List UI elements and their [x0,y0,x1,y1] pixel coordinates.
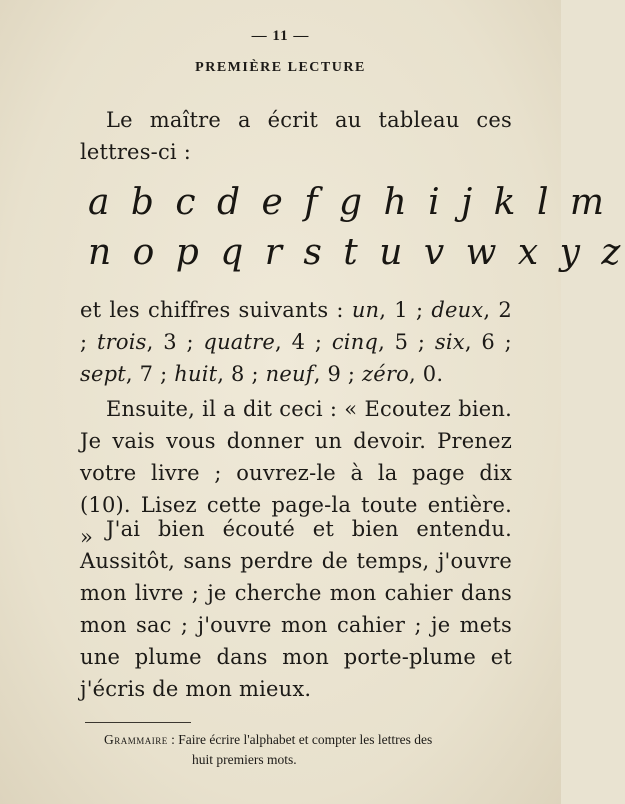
script-alphabet-line-2: n o p q r s t u v w x y z [88,232,625,273]
number-word: deux [431,298,484,322]
intro-paragraph: Le maître a écrit au tableau ces lettres-ci : [80,108,512,164]
script-alphabet-line-1: a b c d e f g h i j k l m [88,182,610,223]
number-digit: 5 [394,330,409,354]
number-digit: 1 [394,298,408,322]
footnote-label: Grammaire [104,732,168,747]
number-word: quatre [203,330,276,354]
footnote-line-1: : Faire écrire l'alphabet et compter les lettres des [167,732,433,747]
number-word: sept [80,362,126,386]
number-word: trois [96,330,147,354]
number-word: cinq [331,330,379,354]
number-word: huit [174,362,218,386]
number-word: neuf [265,362,314,386]
paragraph-jai-bien-ecoute: J'ai bien écouté et bien entendu. Aussitôt, sans perdre de temps, j'ouvre mon livre ; je cherche mon cahier dans mon sac ; j'ouvre mon cahier ; je mets une plume dans mon porte-plume et j'écris de mon mieux. [80,517,512,701]
number-digit: 0. [422,362,444,386]
footnote-line-2: huit premiers mots. [192,752,297,767]
number-digit: 7 [139,362,154,386]
number-digit: 4 [291,330,306,354]
number-digit: 3 [163,330,177,354]
number-word: six [434,330,465,354]
numbers-paragraph: et les chiffres suivants : un, 1 ; deux, 2 ; trois, 3 ; quatre, 4 ; cinq, 5 ; six, 6 ; sept, 7 ; huit, 8 ; neuf, 9 ; zéro, 0. [80,298,512,386]
number-word: zéro [362,362,410,386]
footnote [104,730,514,770]
number-digit: 9 [327,362,342,386]
number-digit: 6 [481,330,495,354]
page-number: — 11 — [251,28,310,44]
running-title: PREMIÈRE LECTURE [195,60,366,75]
number-word: un [351,298,380,322]
number-digit: 2 [498,298,512,322]
number-digit: 8 [231,362,245,386]
paragraph-ensuite: Ensuite, il a dit ceci : « Ecoutez bien. Je vais vous donner un devoir. Prenez votre livre ; ouvrez-le à la page dix (10). Lisez cette page-la toute entière. » [80,397,512,549]
footnote-rule [85,722,191,723]
numbers-lead: et les chiffres suivants : [80,298,352,322]
